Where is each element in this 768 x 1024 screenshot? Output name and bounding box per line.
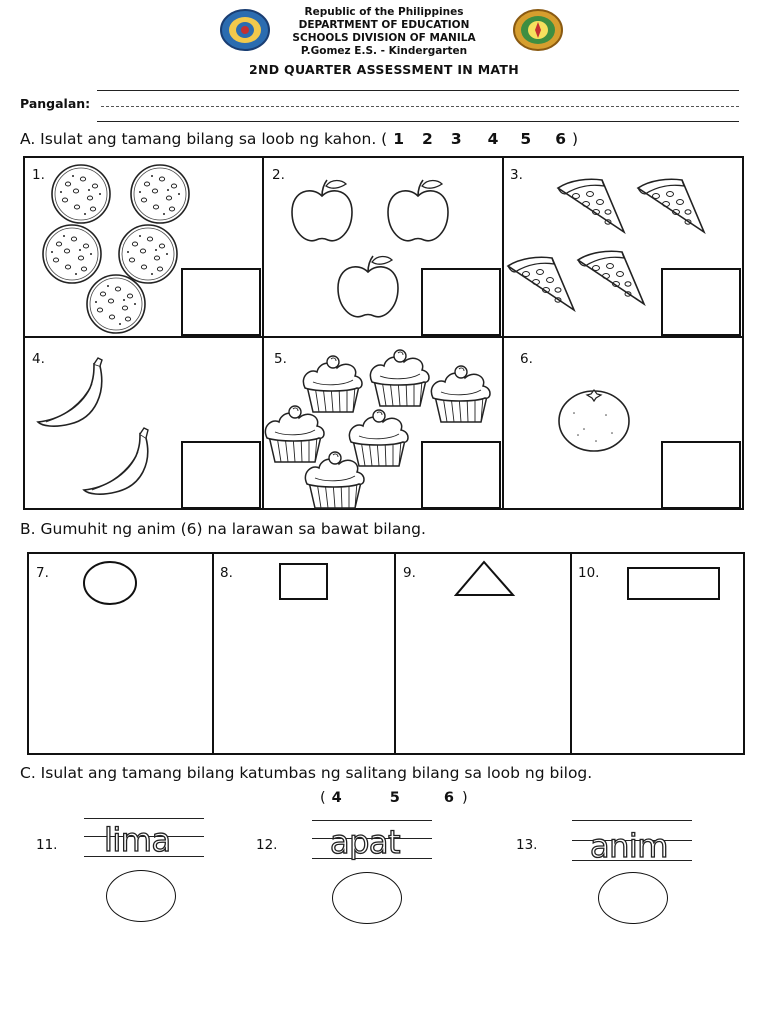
triangle-shape-icon [454,559,516,599]
section-a-instruction: A. Isulat ang tamang bilang sa loob ng kahon. ( 1 2 3 4 5 6 ) [20,130,579,148]
rectangle-shape-icon [626,566,722,602]
item-number-11: 11. [36,837,58,853]
grid-divider [212,552,214,755]
item-number-2: 2. [272,167,285,183]
answer-box-5[interactable] [421,441,501,509]
divider-bottom [97,121,739,122]
header-department: DEPARTMENT OF EDUCATION [298,19,470,31]
item-number-8: 8. [220,565,233,581]
drawing-area-8[interactable] [216,610,390,750]
grid-divider [262,156,264,510]
drawing-area-7[interactable] [32,610,208,750]
name-field[interactable] [101,106,739,107]
item-number-4: 4. [32,351,45,367]
grid-divider [570,552,572,755]
section-b-instruction: B. Gumuhit ng anim (6) na larawan sa bawat bilang. [20,520,426,538]
answer-box-4[interactable] [181,441,261,509]
picture-bananas [28,352,168,504]
header-division: SCHOOLS DIVISION OF MANILA [292,32,476,44]
answer-box-1[interactable] [181,268,261,336]
item-number-7: 7. [36,565,49,581]
writing-line [572,820,692,821]
item-number-6: 6. [520,351,533,367]
drawing-area-10[interactable] [574,610,740,750]
item-number-9: 9. [403,565,416,581]
circle-shape-icon [82,559,140,607]
grid-divider [394,552,396,755]
tracing-word-anim: anim [590,827,668,865]
answer-box-6[interactable] [661,441,741,509]
item-number-3: 3. [510,167,523,183]
writing-line [312,820,432,821]
header-school: P.Gomez E.S. - Kindergarten [300,45,468,57]
grid-divider [502,156,504,510]
section-c-choices: ( 4 5 6 ) [320,790,468,806]
item-number-12: 12. [256,837,278,853]
grid-divider [23,336,744,338]
section-c-instruction: C. Isulat ang tamang bilang katumbas ng salitang bilang sa loob ng bilog. [20,764,593,782]
answer-circle-13[interactable] [598,872,668,924]
item-number-1: 1. [32,167,45,183]
page-title: 2ND QUARTER ASSESSMENT IN MATH [248,62,520,77]
divider-top [97,90,739,91]
writing-line [84,818,204,819]
name-label: Pangalan: [20,96,91,111]
item-number-13: 13. [516,837,538,853]
item-number-5: 5. [274,351,287,367]
item-number-10: 10. [578,565,600,581]
answer-circle-12[interactable] [332,872,402,924]
tracing-word-lima: lima [104,821,171,859]
answer-circle-11[interactable] [106,870,176,922]
header-republic: Republic of the Philippines [304,6,464,18]
square-shape-icon [278,562,330,602]
picture-orange [554,385,634,455]
answer-box-2[interactable] [421,268,501,336]
tracing-word-apat: apat [330,823,401,861]
drawing-area-9[interactable] [398,610,566,750]
answer-box-3[interactable] [661,268,741,336]
picture-cupcakes [0,0,1,1]
